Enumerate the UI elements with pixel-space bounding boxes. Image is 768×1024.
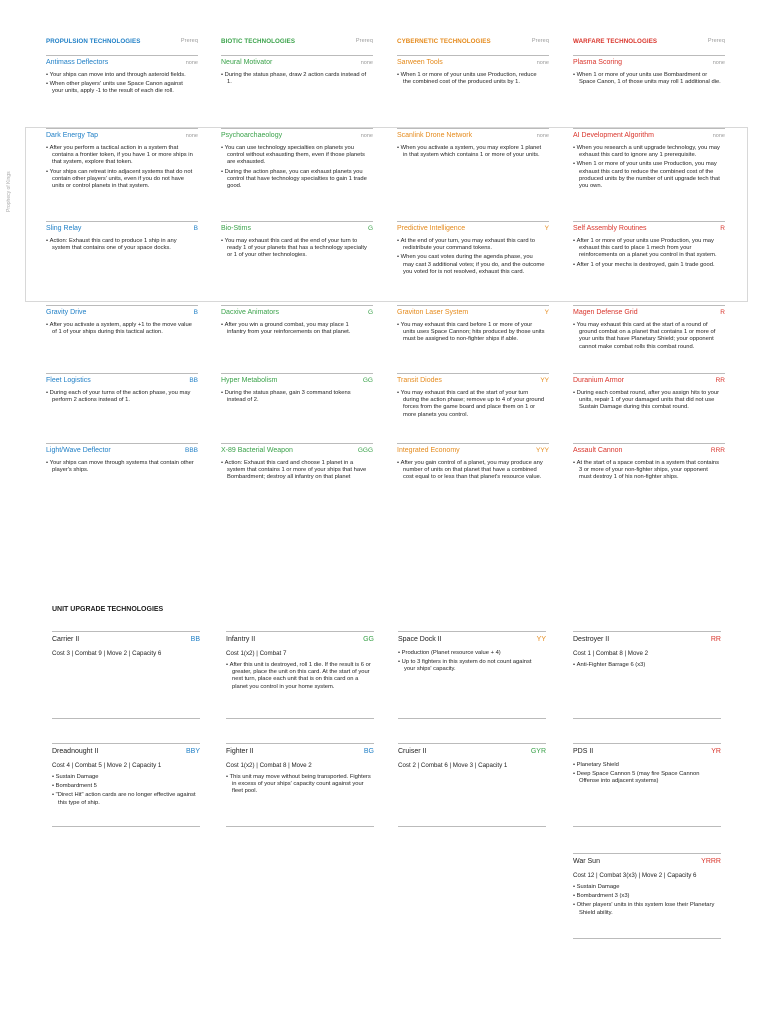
unit-card xyxy=(226,743,374,827)
unit-name: Cruiser II xyxy=(398,748,427,755)
unit-abilities xyxy=(52,774,198,809)
tech-card xyxy=(573,128,725,218)
tech-card xyxy=(397,128,549,218)
unit-stats: Cost 1 | Combat 8 | Move 2 xyxy=(573,650,649,657)
unit-abilities xyxy=(573,662,719,671)
tech-card xyxy=(397,55,549,125)
tech-name: Scanlink Drone Network xyxy=(397,132,473,139)
tech-name: Dacxive Animators xyxy=(221,309,279,316)
tech-name: X-89 Bacterial Weapon xyxy=(221,447,293,454)
column-prereq-label: Prereq xyxy=(531,38,549,44)
tech-card xyxy=(221,55,373,125)
tech-card xyxy=(46,221,198,301)
unit-ability-line: • Other players' units in this system lose their Planetary Shield ability. xyxy=(573,902,719,916)
tech-effect-line: • During the status phase, gain 3 command tokens instead of 2. xyxy=(221,390,369,404)
tech-effect-line: • Your ships can move into and through asteroid fields. xyxy=(46,72,194,79)
tech-effect-line: • During the action phase, you can exhaust planets you control that have technology specialties to gain 1 trade good. xyxy=(221,169,369,191)
tech-name: Hyper Metabolism xyxy=(221,377,278,384)
tech-name: Sarween Tools xyxy=(397,59,443,66)
tech-prereq: none xyxy=(185,133,198,139)
tech-effect-line: • After you perform a tactical action in a system that contains a frontier token, if you have 1 or more ships in that system, explore that token. xyxy=(46,145,194,167)
tech-name: Bio-Stims xyxy=(221,225,251,232)
tech-description xyxy=(397,322,545,346)
tech-effect-line: • Action: Exhaust this card and choose 1 planet in a system that contains 1 or more of your ships that have Bombardment; destroy all infantry on that planet xyxy=(221,460,369,482)
tech-name: Transit Diodes xyxy=(397,377,442,384)
tech-description xyxy=(221,460,369,484)
tech-card xyxy=(397,305,549,369)
unit-ability-line: • Bombardment 5 xyxy=(52,783,198,790)
tech-effect-line: • When you research a unit upgrade technology, you may exhaust this card to ignore any 1 prerequisite. xyxy=(573,145,721,159)
tech-effect-line: • When you activate a system, you may explore 1 planet in that system which contains 1 or more of your units. xyxy=(397,145,545,159)
unit-name: PDS II xyxy=(573,748,594,755)
tech-description xyxy=(573,460,721,484)
unit-prereq: YRRR xyxy=(701,858,721,865)
tech-description xyxy=(46,238,194,254)
tech-card xyxy=(573,55,725,125)
tech-description xyxy=(397,460,545,484)
tech-effect-line: • At the end of your turn, you may exhaust this card to redistribute your command tokens. xyxy=(397,238,545,252)
unit-ability-line: • "Direct Hit" action cards are no longer effective against this type of ship. xyxy=(52,792,198,806)
tech-effect-line: • After you gain control of a planet, you may produce any number of units on that planet that have a combined cost equal to or less than that planet's resource value. xyxy=(397,460,545,482)
tech-card xyxy=(397,221,549,301)
column-prereq-label: Prereq xyxy=(180,38,198,44)
tech-name: Dark Energy Tap xyxy=(46,132,99,139)
tech-prereq: GG xyxy=(362,377,373,384)
unit-name: Destroyer II xyxy=(573,636,610,643)
unit-card xyxy=(398,743,546,827)
unit-ability-line: • Up to 3 fighters in this system do not count against your ships' capacity. xyxy=(398,659,544,673)
unit-abilities xyxy=(573,762,719,788)
tech-card xyxy=(573,373,725,439)
tech-card xyxy=(221,128,373,218)
unit-prereq: BBY xyxy=(185,748,200,755)
unit-ability-line: • Bombardment 3 (x3) xyxy=(573,893,719,900)
tech-card xyxy=(46,128,198,218)
unit-name: War Sun xyxy=(573,858,600,865)
tech-effect-line: • After you win a ground combat, you may place 1 infantry from your reinforcements on that planet. xyxy=(221,322,369,336)
tech-effect-line: • After 1 or more of your units use Production, you may exhaust this card to place 1 mech from your reinforcements on a planet you control in that system. xyxy=(573,238,721,260)
unit-stats: Cost 1(x2) | Combat 8 | Move 2 xyxy=(226,762,312,769)
tech-prereq: none xyxy=(185,60,198,66)
tech-name: Sling Relay xyxy=(46,225,82,232)
tech-description xyxy=(46,460,194,476)
column-title: PROPULSION TECHNOLOGIES xyxy=(46,38,141,45)
tech-prereq: Y xyxy=(544,225,549,232)
tech-effect-line: • When 1 or more of your units use Bombardment or Space Canon, 1 of those units may roll 1 additional die. xyxy=(573,72,721,86)
unit-prereq: BG xyxy=(363,748,374,755)
tech-prereq: none xyxy=(536,133,549,139)
tech-name: AI Development Algorithm xyxy=(573,132,654,139)
unit-name: Fighter II xyxy=(226,748,254,755)
tech-prereq: none xyxy=(360,60,373,66)
tech-name: Magen Defense Grid xyxy=(573,309,638,316)
tech-name: Fleet Logistics xyxy=(46,377,91,384)
column-title: BIOTIC TECHNOLOGIES xyxy=(221,38,296,45)
tech-name: Graviton Laser System xyxy=(397,309,469,316)
tech-effect-line: • You may exhaust this card at the start of a round of ground combat on a planet that contains 1 or more of your units that have Planetary Shield; your opponent cannot make combat rolls this combat round. xyxy=(573,322,721,351)
unit-ability-line: • Production (Planet resource value + 4) xyxy=(398,650,544,657)
tech-card xyxy=(221,443,373,513)
column-title: WARFARE TECHNOLOGIES xyxy=(573,38,658,45)
unit-card xyxy=(52,631,200,719)
tech-description xyxy=(46,72,194,98)
tech-effect-line: • Your ships can retreat into adjacent systems that do not contain other players' units, even if you do not have units or control planets in that system. xyxy=(46,169,194,191)
tech-card xyxy=(397,373,549,439)
tech-prereq: RRR xyxy=(710,447,725,454)
unit-card xyxy=(398,631,546,719)
tech-prereq: RR xyxy=(715,377,725,384)
tech-card xyxy=(46,373,198,439)
column-title: CYBERNETIC TECHNOLOGIES xyxy=(397,38,491,45)
tech-description xyxy=(221,145,369,192)
unit-ability-line: • This unit may move without being transported. Fighters in excess of your ships' capacity count against your fleet pool. xyxy=(226,774,372,796)
column-prereq-label: Prereq xyxy=(355,38,373,44)
unit-prereq: YY xyxy=(536,636,546,643)
tech-prereq: Y xyxy=(544,309,549,316)
tech-card xyxy=(397,443,549,513)
tech-name: Antimass Deflectors xyxy=(46,59,109,66)
unit-prereq: GG xyxy=(363,636,374,643)
tech-effect-line: • Your ships can move through systems that contain other player's ships. xyxy=(46,460,194,474)
tech-prereq: none xyxy=(536,60,549,66)
tech-effect-line: • When you cast votes during the agenda phase, you may cast 3 additional votes; if you do, and the outcome you voted for is not resolved, exhaust this card. xyxy=(397,254,545,276)
unit-card xyxy=(226,631,374,719)
column-prereq-label: Prereq xyxy=(707,38,725,44)
unit-name: Infantry II xyxy=(226,636,256,643)
tech-prereq: G xyxy=(367,225,373,232)
tech-prereq: none xyxy=(360,133,373,139)
tech-effect-line: • Action: Exhaust this card to produce 1 ship in any system that contains one of your space docks. xyxy=(46,238,194,252)
tech-name: Self Assembly Routines xyxy=(573,225,647,232)
tech-name: Integrated Economy xyxy=(397,447,460,454)
tech-name: Plasma Scoring xyxy=(573,59,623,66)
tech-name: Psychoarchaeology xyxy=(221,132,283,139)
tech-name: Neural Motivator xyxy=(221,59,273,66)
column-header xyxy=(573,38,725,50)
unit-card xyxy=(52,743,200,827)
tech-card xyxy=(46,55,198,125)
tech-prereq: B xyxy=(193,225,198,232)
unit-card xyxy=(573,631,721,719)
unit-ability-line: • Sustain Damage xyxy=(573,884,719,891)
tech-card xyxy=(221,373,373,439)
tech-effect-line: • When 1 or more of your units use Production, reduce the combined cost of the produced units by 1. xyxy=(397,72,545,86)
unit-prereq: GYR xyxy=(530,748,546,755)
tech-effect-line: • You may exhaust this card at the start of your turn during the action phase; remove up to 4 of your ground forces from the game board and place them on 1 or more planets you control. xyxy=(397,390,545,419)
tech-effect-line: • When other players' units use Space Canon against your units, apply -1 to the result of each die roll. xyxy=(46,81,194,95)
tech-effect-line: • At the start of a space combat in a system that contains 3 or more of your non-fighter ships, your opponent must destroy 1 of his non-fighter ships. xyxy=(573,460,721,482)
tech-name: Light/Wave Deflector xyxy=(46,447,111,454)
tech-card xyxy=(221,221,373,301)
tech-name: Duranium Armor xyxy=(573,377,624,384)
tech-effect-line: • After 1 of your mechs is destroyed, gain 1 trade good. xyxy=(573,262,721,269)
unit-card xyxy=(573,743,721,827)
tech-description xyxy=(221,390,369,406)
unit-ability-line: • After this unit is destroyed, roll 1 die. If the result is 6 or greater, place the unit on this card. At the start of your next turn, place each unit that is on this card on a planet you control in your home system. xyxy=(226,662,372,691)
tech-card xyxy=(573,443,725,513)
unit-abilities xyxy=(226,774,372,798)
tech-name: Predictive Intelligence xyxy=(397,225,466,232)
unit-stats: Cost 1(x2) | Combat 7 xyxy=(226,650,287,657)
unit-abilities xyxy=(398,650,544,676)
unit-stats: Cost 3 | Combat 9 | Move 2 | Capacity 6 xyxy=(52,650,162,657)
unit-name: Space Dock II xyxy=(398,636,442,643)
tech-effect-line: • During each combat round, after you assign hits to your units, repair 1 of your damaged units that did not use Sustain Damage during this combat round. xyxy=(573,390,721,412)
unit-stats: Cost 4 | Combat 5 | Move 2 | Capacity 1 xyxy=(52,762,162,769)
tech-description xyxy=(397,72,545,88)
tech-effect-line: • You can use technology specialties on planets you control without exhausting them, even if those planets are exhausted. xyxy=(221,145,369,167)
tech-effect-line: • During the status phase, draw 2 action cards instead of 1. xyxy=(221,72,369,86)
tech-description xyxy=(221,238,369,262)
tech-description xyxy=(397,145,545,161)
tech-card xyxy=(573,221,725,301)
unit-section-title: UNIT UPGRADE TECHNOLOGIES xyxy=(52,606,164,613)
tech-prereq: GGG xyxy=(357,447,373,454)
unit-abilities xyxy=(226,662,372,693)
side-label: Prophecy of Kings xyxy=(6,171,12,212)
unit-prereq: BB xyxy=(190,636,200,643)
unit-ability-line: • Sustain Damage xyxy=(52,774,198,781)
tech-description xyxy=(397,238,545,278)
tech-effect-line: • You may exhaust this card before 1 or more of your units uses Space Cannon; hits produced by those units must be assigned to non-fighter ships if able. xyxy=(397,322,545,344)
unit-prereq: RR xyxy=(710,636,721,643)
unit-ability-line: • Deep Space Cannon 5 (may fire Space Cannon Offense into adjacent systems) xyxy=(573,771,719,785)
tech-card xyxy=(221,305,373,369)
tech-prereq: BBB xyxy=(184,447,198,454)
tech-description xyxy=(46,145,194,192)
tech-prereq: R xyxy=(720,225,725,232)
tech-description xyxy=(573,72,721,88)
tech-card xyxy=(46,443,198,513)
unit-name: Carrier II xyxy=(52,636,80,643)
tech-prereq: none xyxy=(712,133,725,139)
tech-effect-line: • During each of your turns of the action phase, you may perform 2 actions instead of 1. xyxy=(46,390,194,404)
tech-effect-line: • When 1 or more of your units use Production, you may exhaust this card to reduce the combined cost of the produced units by the number of unit upgrade tech that you own. xyxy=(573,161,721,190)
tech-description xyxy=(573,390,721,414)
column-header xyxy=(397,38,549,50)
tech-name: Assault Cannon xyxy=(573,447,623,454)
tech-description xyxy=(46,390,194,406)
tech-card xyxy=(573,305,725,369)
unit-ability-line: • Anti-Fighter Barrage 6 (x3) xyxy=(573,662,719,669)
unit-card xyxy=(573,853,721,939)
unit-abilities xyxy=(573,884,719,919)
tech-effect-line: • After you activate a system, apply +1 to the move value of 1 of your ships during this tactical action. xyxy=(46,322,194,336)
tech-description xyxy=(46,322,194,338)
column-header xyxy=(221,38,373,50)
unit-prereq: YR xyxy=(711,748,721,755)
tech-card xyxy=(46,305,198,369)
unit-stats: Cost 12 | Combat 3(x3) | Move 2 | Capacity 6 xyxy=(573,872,697,879)
tech-description xyxy=(573,145,721,192)
tech-effect-line: • You may exhaust this card at the end of your turn to ready 1 of your planets that has a technology specialty or 1 of your other technologies. xyxy=(221,238,369,260)
tech-description xyxy=(573,322,721,353)
tech-prereq: YY xyxy=(540,377,549,384)
column-header xyxy=(46,38,198,50)
tech-prereq: R xyxy=(720,309,725,316)
tech-prereq: BB xyxy=(189,377,198,384)
unit-name: Dreadnought II xyxy=(52,748,99,755)
tech-description xyxy=(221,72,369,88)
tech-prereq: none xyxy=(712,60,725,66)
tech-description xyxy=(221,322,369,338)
unit-stats: Cost 2 | Combat 6 | Move 3 | Capacity 1 xyxy=(398,762,508,769)
tech-prereq: G xyxy=(367,309,373,316)
tech-prereq: B xyxy=(193,309,198,316)
tech-description xyxy=(573,238,721,271)
tech-description xyxy=(397,390,545,421)
tech-prereq: YYY xyxy=(535,447,549,454)
tech-name: Gravity Drive xyxy=(46,309,87,316)
unit-ability-line: • Planetary Shield xyxy=(573,762,719,769)
